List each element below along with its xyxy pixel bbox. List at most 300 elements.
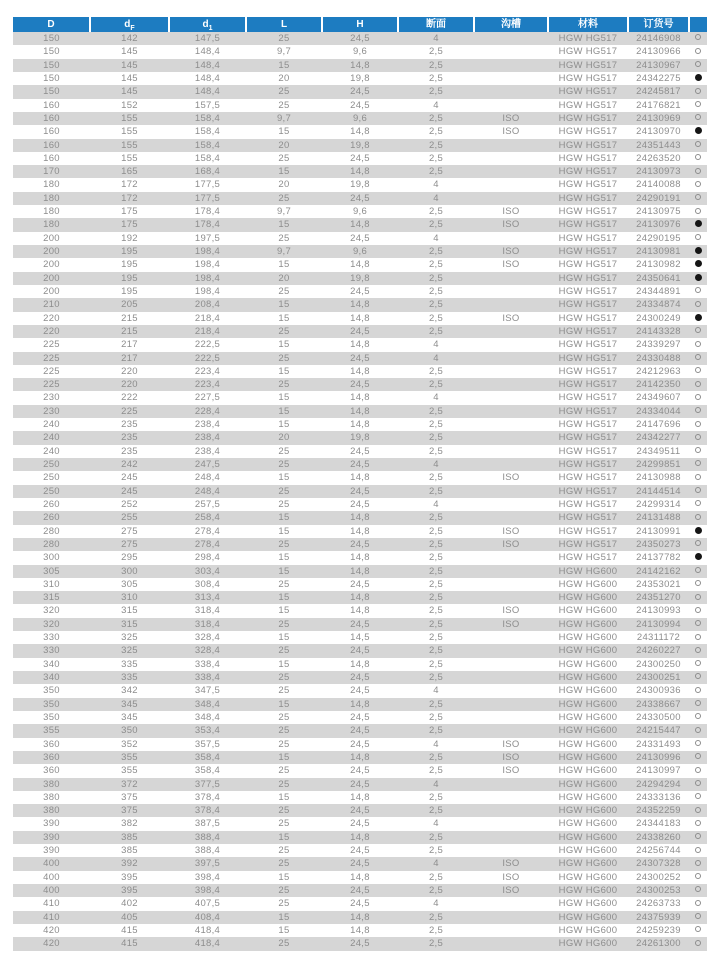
cell-material: HGW HG517 (558, 552, 618, 564)
cell-availability (689, 232, 707, 245)
cell-availability (689, 897, 707, 910)
open-circle-icon (695, 740, 701, 746)
cell-H: 19,8 (350, 139, 370, 151)
table-row (13, 245, 707, 258)
cell-availability (689, 924, 707, 937)
col-label-material: 材料 (578, 19, 598, 30)
cell-material: HGW HG600 (558, 698, 618, 710)
cell-groove (474, 59, 548, 72)
table-row (13, 604, 707, 617)
col-label-dF-subscript: F (130, 25, 135, 32)
cell-L: 25 (278, 498, 290, 510)
cell-availability (689, 591, 707, 604)
cell-D: 180 (43, 179, 60, 191)
cell-section: 4 (433, 498, 439, 510)
cell-H: 24,5 (350, 459, 370, 470)
open-circle-icon (695, 820, 701, 826)
cell-L: 15 (278, 831, 290, 843)
table-row (13, 778, 707, 791)
cell-order: 24307328 (636, 858, 681, 870)
cell-d1: 378,4 (194, 805, 221, 817)
cell-L: 25 (278, 672, 290, 683)
cell-groove (474, 724, 548, 737)
cell-dF: 325 (121, 645, 138, 657)
cell-L: 15 (278, 126, 290, 138)
cell-order: 24330500 (636, 711, 681, 723)
cell-dF: 235 (121, 419, 138, 431)
open-circle-icon (695, 327, 701, 333)
cell-dF: 255 (121, 512, 138, 524)
open-circle-icon (695, 594, 701, 600)
cell-dF: 175 (121, 219, 138, 231)
table-row (13, 192, 707, 205)
cell-section: 4 (433, 778, 439, 790)
cell-material: HGW HG517 (558, 99, 618, 111)
cell-dF: 217 (121, 339, 138, 351)
cell-order: 24334874 (636, 299, 681, 311)
cell-availability (689, 272, 707, 285)
cell-groove: ISO (502, 618, 520, 630)
cell-order: 24300250 (636, 658, 681, 670)
cell-L: 25 (278, 192, 290, 204)
cell-dF: 195 (121, 259, 138, 271)
open-circle-icon (695, 287, 701, 293)
cell-d1: 158,4 (194, 126, 221, 138)
cell-d1: 298,4 (194, 552, 221, 564)
cell-L: 15 (278, 472, 290, 484)
cell-H: 14,8 (350, 299, 370, 311)
cell-L: 25 (278, 33, 290, 44)
open-circle-icon (695, 141, 701, 147)
cell-D: 200 (43, 285, 60, 297)
cell-availability (689, 285, 707, 298)
cell-groove (474, 551, 548, 564)
cell-H: 14,8 (350, 219, 370, 231)
cell-availability (689, 778, 707, 791)
cell-order: 24352259 (636, 805, 681, 817)
cell-dF: 172 (121, 179, 138, 191)
cell-L: 15 (278, 392, 290, 404)
cell-section: 2,5 (428, 711, 444, 723)
cell-H: 14,8 (350, 911, 370, 923)
cell-groove (474, 458, 548, 471)
cell-d1: 338,4 (194, 658, 221, 670)
cell-order: 24131488 (636, 512, 681, 524)
cell-D: 330 (43, 632, 60, 644)
cell-material: HGW HG517 (558, 445, 618, 457)
open-circle-icon (695, 500, 701, 506)
cell-d1: 398,4 (194, 885, 221, 896)
cell-L: 25 (278, 738, 290, 750)
cell-material: HGW HG517 (558, 432, 618, 444)
cell-d1: 148,4 (194, 72, 221, 84)
table-row (13, 831, 707, 844)
cell-availability (689, 525, 707, 538)
cell-dF: 325 (121, 632, 138, 644)
cell-D: 150 (43, 86, 60, 98)
cell-dF: 215 (121, 325, 138, 337)
cell-order: 24300253 (636, 885, 681, 896)
cell-L: 25 (278, 325, 290, 337)
cell-dF: 295 (121, 552, 138, 564)
cell-H: 14,8 (350, 791, 370, 803)
cell-d1: 358,4 (194, 751, 221, 763)
cell-groove (474, 791, 548, 804)
cell-groove: ISO (502, 751, 520, 763)
cell-d1: 222,5 (194, 339, 221, 351)
filled-circle-icon (695, 127, 702, 134)
cell-availability (689, 578, 707, 591)
cell-L: 15 (278, 791, 290, 803)
cell-d1: 168,4 (194, 166, 221, 178)
cell-H: 24,5 (350, 858, 370, 870)
table-row (13, 631, 707, 644)
cell-order: 24130976 (636, 219, 681, 231)
col-header-availability (689, 17, 707, 32)
cell-dF: 152 (121, 99, 138, 111)
cell-D: 250 (43, 472, 60, 484)
cell-material: HGW HG517 (558, 392, 618, 404)
cell-H: 24,5 (350, 845, 370, 857)
cell-H: 24,5 (350, 86, 370, 98)
cell-D: 200 (43, 232, 60, 244)
cell-dF: 245 (121, 472, 138, 484)
cell-groove (474, 644, 548, 657)
cell-section: 4 (433, 685, 439, 697)
cell-section: 2,5 (428, 126, 444, 138)
col-label-d1: d (202, 19, 209, 30)
table-row (13, 125, 707, 138)
cell-section: 4 (433, 898, 439, 910)
cell-dF: 155 (121, 126, 138, 138)
cell-section: 2,5 (428, 86, 444, 98)
cell-groove (474, 565, 548, 578)
cell-section: 2,5 (428, 618, 444, 630)
cell-section: 2,5 (428, 831, 444, 843)
cell-order: 24344183 (636, 818, 681, 830)
cell-d1: 278,4 (194, 525, 221, 537)
cell-D: 160 (43, 152, 60, 164)
cell-H: 14,8 (350, 592, 370, 604)
cell-material: HGW HG517 (558, 272, 618, 284)
cell-groove (474, 924, 548, 937)
filled-circle-icon (695, 274, 702, 281)
cell-order: 24299314 (636, 498, 681, 510)
cell-availability (689, 325, 707, 338)
open-circle-icon (695, 354, 701, 360)
cell-D: 305 (43, 565, 60, 577)
cell-dF: 205 (121, 299, 138, 311)
cell-section: 4 (433, 352, 439, 364)
cell-groove: ISO (502, 206, 520, 218)
cell-order: 24130997 (636, 765, 681, 777)
cell-D: 380 (43, 778, 60, 790)
cell-H: 14,8 (350, 658, 370, 670)
cell-d1: 238,4 (194, 445, 221, 457)
cell-material: HGW HG517 (558, 498, 618, 510)
filled-circle-icon (695, 527, 702, 534)
cell-groove (474, 498, 548, 511)
cell-order: 24339297 (636, 339, 681, 351)
table-row (13, 817, 707, 830)
cell-availability (689, 205, 707, 218)
cell-H: 24,5 (350, 152, 370, 164)
cell-L: 25 (278, 232, 290, 244)
cell-H: 14,8 (350, 259, 370, 271)
cell-availability (689, 804, 707, 817)
cell-material: HGW HG600 (558, 938, 618, 950)
cell-L: 25 (278, 152, 290, 164)
open-circle-icon (695, 793, 701, 799)
cell-availability (689, 671, 707, 684)
cell-order: 24299851 (636, 459, 681, 470)
cell-D: 390 (43, 831, 60, 843)
cell-L: 25 (278, 285, 290, 297)
cell-section: 2,5 (428, 885, 444, 896)
cell-material: HGW HG517 (558, 538, 618, 550)
cell-material: HGW HG517 (558, 472, 618, 484)
cell-groove (474, 391, 548, 404)
cell-material: HGW HG600 (558, 858, 618, 870)
open-circle-icon (695, 381, 701, 387)
cell-availability (689, 751, 707, 764)
cell-dF: 195 (121, 285, 138, 297)
table-header (13, 17, 707, 32)
table-row (13, 538, 707, 551)
cell-material: HGW HG517 (558, 46, 618, 58)
cell-material: HGW HG600 (558, 778, 618, 790)
cell-L: 15 (278, 59, 290, 71)
col-header-material (548, 17, 628, 32)
cell-d1: 177,5 (194, 192, 221, 204)
cell-D: 350 (43, 685, 60, 697)
cell-L: 20 (278, 432, 290, 444)
filled-circle-icon (695, 220, 702, 227)
cell-D: 390 (43, 845, 60, 857)
table-row (13, 658, 707, 671)
cell-D: 360 (43, 738, 60, 750)
cell-d1: 303,4 (194, 565, 221, 577)
table-row (13, 644, 707, 657)
cell-availability (689, 418, 707, 431)
cell-H: 14,8 (350, 126, 370, 138)
table-row (13, 285, 707, 298)
cell-d1: 157,5 (194, 99, 221, 111)
cell-dF: 405 (121, 911, 138, 923)
cell-L: 25 (278, 618, 290, 630)
cell-d1: 328,4 (194, 632, 221, 644)
cell-material: HGW HG600 (558, 924, 618, 936)
cell-D: 400 (43, 885, 60, 896)
cell-groove (474, 45, 548, 58)
cell-dF: 222 (121, 392, 138, 404)
table-row (13, 445, 707, 458)
cell-order: 24130975 (636, 206, 681, 218)
cell-availability (689, 125, 707, 138)
cell-order: 24338667 (636, 698, 681, 710)
cell-availability (689, 445, 707, 458)
open-circle-icon (695, 421, 701, 427)
cell-groove (474, 285, 548, 298)
cell-order: 24311172 (636, 632, 681, 644)
cell-D: 150 (43, 33, 60, 44)
cell-dF: 335 (121, 658, 138, 670)
cell-L: 15 (278, 924, 290, 936)
cell-D: 280 (43, 525, 60, 537)
open-circle-icon (695, 447, 701, 453)
cell-groove (474, 72, 548, 85)
cell-order: 24351270 (636, 592, 681, 604)
cell-dF: 345 (121, 711, 138, 723)
cell-H: 14,8 (350, 312, 370, 324)
cell-H: 9,6 (352, 112, 368, 124)
cell-L: 15 (278, 592, 290, 604)
cell-d1: 313,4 (194, 592, 221, 604)
cell-section: 2,5 (428, 924, 444, 936)
cell-material: HGW HG600 (558, 618, 618, 630)
col-label-L: L (280, 19, 288, 30)
cell-availability (689, 45, 707, 58)
cell-material: HGW HG517 (558, 525, 618, 537)
open-circle-icon (695, 61, 701, 67)
cell-material: HGW HG600 (558, 751, 618, 763)
cell-d1: 223,4 (194, 379, 221, 391)
cell-H: 24,5 (350, 325, 370, 337)
cell-material: HGW HG517 (558, 512, 618, 524)
cell-groove: ISO (502, 858, 520, 870)
cell-L: 20 (278, 272, 290, 284)
cell-D: 420 (43, 924, 60, 936)
cell-section: 4 (433, 459, 439, 470)
cell-order: 24349607 (636, 392, 681, 404)
cell-material: HGW HG600 (558, 605, 618, 617)
cell-order: 24290195 (636, 232, 681, 244)
cell-D: 410 (43, 911, 60, 923)
cell-D: 240 (43, 432, 60, 444)
cell-order: 24130982 (636, 259, 681, 271)
cell-section: 2,5 (428, 152, 444, 164)
cell-H: 9,6 (352, 246, 368, 257)
cell-material: HGW HG517 (558, 33, 618, 44)
cell-order: 24130996 (636, 751, 681, 763)
table-row (13, 764, 707, 777)
cell-dF: 145 (121, 46, 138, 58)
cell-L: 15 (278, 512, 290, 524)
cell-material: HGW HG517 (558, 192, 618, 204)
cell-d1: 248,4 (194, 472, 221, 484)
cell-order: 24375939 (636, 911, 681, 923)
cell-H: 24,5 (350, 805, 370, 817)
cell-dF: 355 (121, 765, 138, 777)
open-circle-icon (695, 394, 701, 400)
col-header-D (13, 17, 90, 32)
cell-L: 25 (278, 685, 290, 697)
cell-material: HGW HG600 (558, 645, 618, 657)
cell-d1: 257,5 (194, 498, 221, 510)
cell-order: 24130966 (636, 46, 681, 58)
table-row (13, 711, 707, 724)
cell-material: HGW HG517 (558, 126, 618, 138)
cell-groove (474, 897, 548, 910)
cell-L: 9,7 (276, 46, 292, 58)
cell-d1: 377,5 (194, 778, 221, 790)
cell-d1: 328,4 (194, 645, 221, 657)
col-header-section (398, 17, 474, 32)
table-row (13, 418, 707, 431)
table-row (13, 232, 707, 245)
table-row (13, 338, 707, 351)
cell-section: 4 (433, 392, 439, 404)
cell-L: 25 (278, 352, 290, 364)
cell-order: 24137782 (636, 552, 681, 564)
table-row (13, 45, 707, 58)
cell-groove (474, 298, 548, 311)
table-row (13, 924, 707, 937)
cell-dF: 315 (121, 605, 138, 617)
cell-availability (689, 844, 707, 857)
cell-L: 25 (278, 885, 290, 896)
table-body (13, 32, 707, 951)
cell-material: HGW HG517 (558, 206, 618, 218)
cell-availability (689, 485, 707, 498)
cell-groove: ISO (502, 525, 520, 537)
filled-circle-icon (695, 260, 702, 267)
cell-H: 14,8 (350, 472, 370, 484)
cell-H: 24,5 (350, 765, 370, 777)
cell-H: 14,8 (350, 605, 370, 617)
cell-D: 180 (43, 206, 60, 218)
open-circle-icon (695, 634, 701, 640)
cell-d1: 397,5 (194, 858, 221, 870)
cell-groove (474, 152, 548, 165)
table-row (13, 139, 707, 152)
cell-availability (689, 644, 707, 657)
cell-dF: 235 (121, 445, 138, 457)
open-circle-icon (695, 580, 701, 586)
cell-availability (689, 165, 707, 178)
cell-material: HGW HG600 (558, 898, 618, 910)
cell-order: 24353021 (636, 578, 681, 590)
cell-material: HGW HG517 (558, 365, 618, 377)
cell-order: 24130967 (636, 59, 681, 71)
cell-H: 14,8 (350, 698, 370, 710)
cell-section: 2,5 (428, 445, 444, 457)
cell-section: 2,5 (428, 911, 444, 923)
table-row (13, 511, 707, 524)
cell-groove (474, 178, 548, 191)
cell-order: 24146908 (636, 33, 681, 44)
cell-material: HGW HG517 (558, 459, 618, 470)
cell-dF: 392 (121, 858, 138, 870)
open-circle-icon (695, 434, 701, 440)
cell-section: 2,5 (428, 578, 444, 590)
cell-L: 20 (278, 179, 290, 191)
cell-availability (689, 298, 707, 311)
cell-L: 15 (278, 219, 290, 231)
cell-section: 2,5 (428, 285, 444, 297)
cell-L: 25 (278, 485, 290, 497)
table-row (13, 471, 707, 484)
table-row (13, 897, 707, 910)
cell-H: 19,8 (350, 179, 370, 191)
cell-groove (474, 352, 548, 365)
cell-dF: 315 (121, 618, 138, 630)
cell-D: 410 (43, 898, 60, 910)
cell-H: 24,5 (350, 672, 370, 683)
cell-L: 25 (278, 805, 290, 817)
cell-L: 15 (278, 419, 290, 431)
cell-D: 240 (43, 419, 60, 431)
